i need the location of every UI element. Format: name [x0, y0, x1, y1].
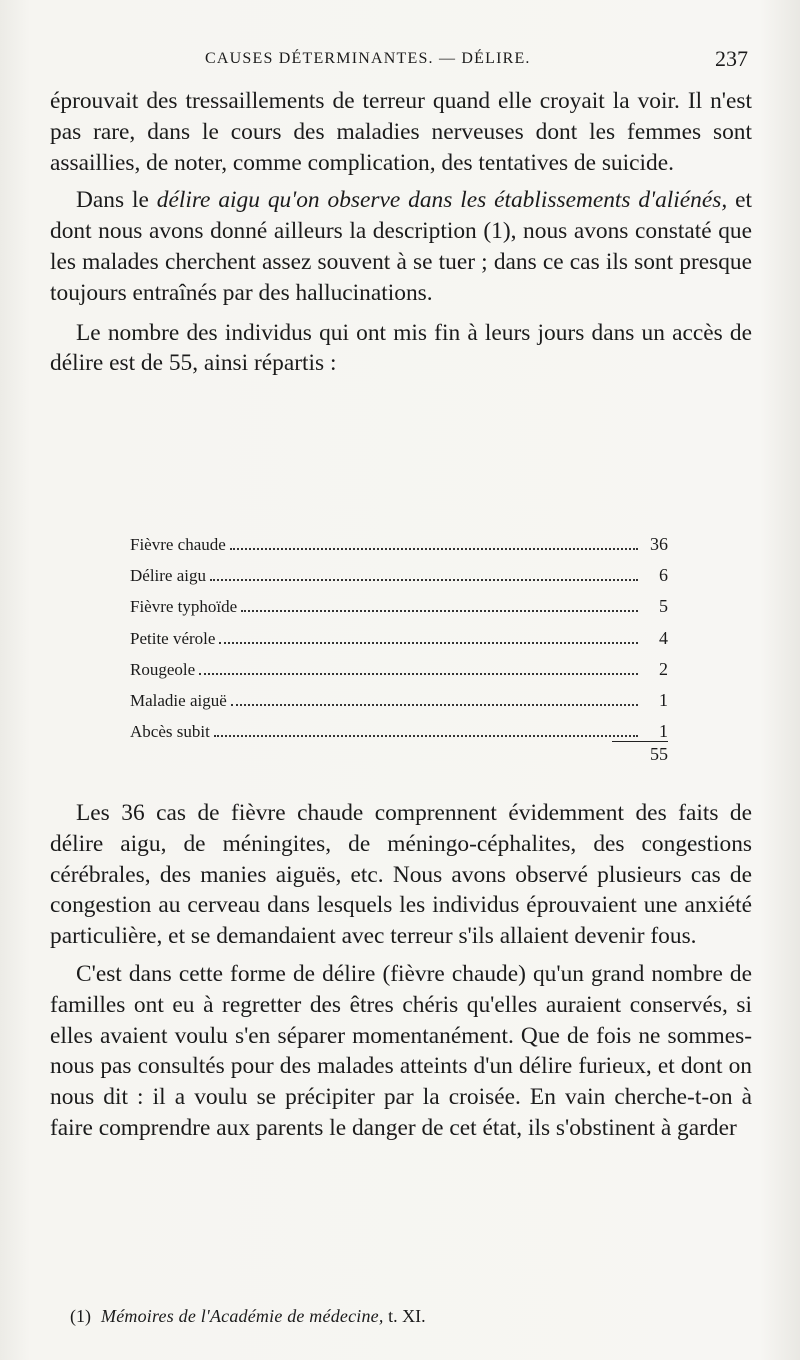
stat-row [130, 721, 668, 752]
dot-leader [199, 672, 638, 675]
body-text-bottom [50, 798, 752, 1144]
stat-value: 2 [659, 658, 668, 679]
paragraph-3: Le nombre des individus qui ont mis fin à leurs jours dans un accès de délire est de 55, ainsi répartis : [50, 319, 752, 377]
stat-value: 36 [650, 534, 668, 554]
paragraph-2 [50, 185, 752, 308]
footnote [70, 1306, 426, 1327]
stat-value: 6 [659, 565, 668, 586]
stat-label: Rougeole [130, 659, 196, 679]
paragraph-5: C'est dans cette forme de délire (fièvre chaude) qu'un grand nombre de familles ont eu à regretter des êtres chéris qu'elles auraient conservés, si elles avaient voulu s'en séparer momentanément. Que de fois ne sommes-nous pas consultés pour des malades atteints d'un délire furieux, et dont on nous dit : il a voulu se précipiter par la croisée. En vain cherche-t-on à faire comprendre aux parents le danger de cet état, ils s'obstinent à garder [50, 960, 752, 1141]
paragraph-4: Les 36 cas de fièvre chaude comprennent évidemment des faits de délire aigu, de méningites, de méningo-céphalites, des congestions cérébrales, des manies aiguës, etc. Nous avons observé plusieurs cas de congestion au cerveau dans lesquels les individus éprouvaient une anxiété particulière, et se demandaient avec terreur s'ils allaient devenir fous. [50, 800, 752, 950]
stat-label: Fièvre typhoïde [130, 597, 238, 617]
page-header [0, 46, 800, 76]
stat-row [130, 628, 668, 659]
stat-value: 5 [659, 596, 668, 617]
dot-leader [241, 609, 638, 612]
dot-leader [210, 578, 638, 581]
statistics-table [130, 534, 668, 752]
stat-row [130, 565, 668, 596]
stat-value: 4 [659, 627, 668, 648]
stat-label: Abcès subit [130, 722, 210, 742]
stat-value: 1 [659, 721, 668, 742]
stat-label: Maladie aiguë [130, 690, 227, 710]
footnote-source: Mémoires de l'Académie de médecine, [101, 1306, 384, 1326]
stat-row [130, 690, 668, 721]
paragraph-1: éprouvait des tressaillements de terreur quand elle croyait la voir. Il n'est pas rare, dans le cours des maladies nerveuses dont les femmes sont assaillies, de noter, comme complication, des tentatives de suicide. [50, 88, 752, 176]
stat-label: Délire aigu [130, 566, 206, 586]
page-number: 237 [715, 46, 748, 71]
paragraph-2-start: Dans le [76, 187, 157, 214]
stat-row [130, 596, 668, 627]
stat-value: 1 [659, 689, 668, 710]
stat-row [130, 659, 668, 690]
dot-leader [230, 547, 638, 550]
stat-label: Petite vérole [130, 628, 216, 648]
total-rule [612, 741, 668, 742]
dot-leader [214, 734, 638, 737]
dot-leader [219, 641, 638, 644]
footnote-volume: t. XI. [383, 1306, 426, 1326]
running-title: CAUSES DÉTERMINANTES. — DÉLIRE. [205, 50, 531, 67]
paragraph-2-italic: délire aigu qu'on observe dans les établissements d'aliénés, [156, 187, 728, 214]
dot-leader [231, 703, 638, 706]
stat-label: Fièvre chaude [130, 535, 226, 554]
footnote-mark: (1) [70, 1306, 91, 1326]
body-text-top [50, 86, 752, 379]
stat-row [130, 534, 668, 565]
stats-total: 55 [650, 744, 668, 764]
paragraph-2-end: et dont nous avons donné ailleurs la description (1), nous avons constaté que les malades cherchent assez souvent à se tuer ; dans ce cas ils sont presque toujours entraînés par des hallucinations. [50, 187, 752, 306]
